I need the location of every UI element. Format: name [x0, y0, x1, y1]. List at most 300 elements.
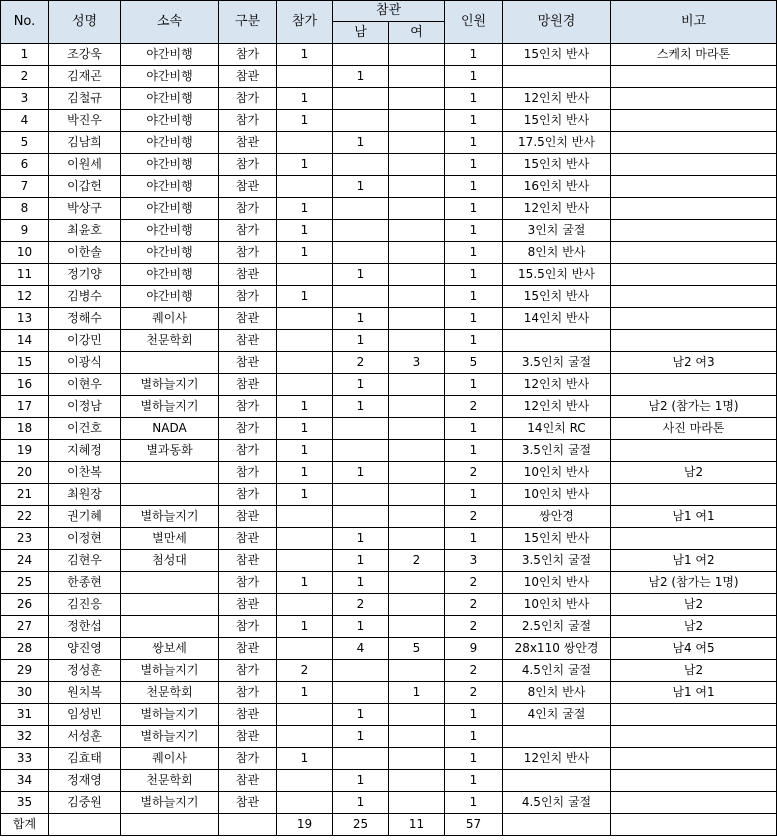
cell-female — [389, 132, 445, 154]
cell-male: 1 — [333, 66, 389, 88]
cell-count: 1 — [445, 704, 503, 726]
cell-name: 조강욱 — [49, 44, 121, 66]
cell-count: 1 — [445, 220, 503, 242]
cell-no: 27 — [1, 616, 49, 638]
cell-type: 참관 — [219, 176, 277, 198]
cell-female — [389, 726, 445, 748]
cell-participate: 1 — [277, 440, 333, 462]
cell-telescope: 4.5인치 굴절 — [503, 660, 611, 682]
cell-no: 18 — [1, 418, 49, 440]
cell-no: 7 — [1, 176, 49, 198]
cell-male — [333, 242, 389, 264]
table-row — [1, 374, 777, 396]
total-empty — [121, 814, 219, 836]
cell-affiliation: 야간비행 — [121, 88, 219, 110]
cell-notes: 남2 (참가는 1명) — [611, 396, 777, 418]
table-row — [1, 616, 777, 638]
cell-type: 참가 — [219, 198, 277, 220]
cell-no: 14 — [1, 330, 49, 352]
cell-female — [389, 66, 445, 88]
cell-affiliation: 야간비행 — [121, 44, 219, 66]
total-empty — [49, 814, 121, 836]
cell-name: 정기양 — [49, 264, 121, 286]
cell-telescope: 10인치 반사 — [503, 594, 611, 616]
total-empty — [219, 814, 277, 836]
cell-type: 참관 — [219, 550, 277, 572]
cell-female — [389, 220, 445, 242]
cell-male — [333, 440, 389, 462]
cell-female — [389, 308, 445, 330]
cell-female — [389, 154, 445, 176]
cell-type: 참관 — [219, 352, 277, 374]
table-row — [1, 418, 777, 440]
cell-count: 5 — [445, 352, 503, 374]
total-row — [1, 814, 777, 836]
cell-count: 1 — [445, 88, 503, 110]
cell-affiliation — [121, 352, 219, 374]
cell-affiliation — [121, 484, 219, 506]
cell-no: 16 — [1, 374, 49, 396]
cell-notes — [611, 484, 777, 506]
cell-name: 임성빈 — [49, 704, 121, 726]
cell-name: 정해수 — [49, 308, 121, 330]
cell-telescope: 쌍안경 — [503, 506, 611, 528]
cell-notes — [611, 176, 777, 198]
cell-telescope: 10인치 반사 — [503, 462, 611, 484]
cell-notes — [611, 748, 777, 770]
cell-male — [333, 44, 389, 66]
cell-female — [389, 374, 445, 396]
cell-no: 9 — [1, 220, 49, 242]
cell-name: 이갑헌 — [49, 176, 121, 198]
cell-affiliation: 별하늘지기 — [121, 374, 219, 396]
cell-participate: 1 — [277, 462, 333, 484]
header-no: No. — [1, 1, 49, 44]
cell-no: 31 — [1, 704, 49, 726]
cell-no: 5 — [1, 132, 49, 154]
cell-type: 참관 — [219, 726, 277, 748]
cell-telescope: 15인치 반사 — [503, 286, 611, 308]
cell-name: 김남희 — [49, 132, 121, 154]
cell-name: 이정남 — [49, 396, 121, 418]
cell-name: 김효태 — [49, 748, 121, 770]
cell-telescope: 3.5인치 굴절 — [503, 440, 611, 462]
total-participate: 19 — [277, 814, 333, 836]
total-male: 25 — [333, 814, 389, 836]
cell-count: 2 — [445, 594, 503, 616]
cell-notes — [611, 220, 777, 242]
cell-affiliation: 천문학회 — [121, 770, 219, 792]
cell-affiliation: 야간비행 — [121, 198, 219, 220]
cell-notes — [611, 704, 777, 726]
cell-affiliation: 야간비행 — [121, 264, 219, 286]
cell-count: 1 — [445, 374, 503, 396]
cell-affiliation — [121, 616, 219, 638]
cell-notes — [611, 792, 777, 814]
cell-telescope: 10인치 반사 — [503, 572, 611, 594]
cell-telescope: 17.5인치 반사 — [503, 132, 611, 154]
cell-no: 30 — [1, 682, 49, 704]
cell-count: 1 — [445, 440, 503, 462]
cell-count: 1 — [445, 528, 503, 550]
cell-participate — [277, 550, 333, 572]
cell-notes — [611, 242, 777, 264]
cell-telescope: 14인치 RC — [503, 418, 611, 440]
cell-affiliation: 쌍보세 — [121, 638, 219, 660]
cell-female — [389, 770, 445, 792]
cell-no: 24 — [1, 550, 49, 572]
cell-telescope: 12인치 반사 — [503, 396, 611, 418]
header-affiliation: 소속 — [121, 1, 219, 44]
cell-type: 참가 — [219, 396, 277, 418]
cell-notes: 남1 여2 — [611, 550, 777, 572]
cell-count: 1 — [445, 132, 503, 154]
cell-male — [333, 506, 389, 528]
cell-participate: 1 — [277, 154, 333, 176]
table-row — [1, 308, 777, 330]
cell-type: 참관 — [219, 132, 277, 154]
cell-type: 참가 — [219, 88, 277, 110]
cell-type: 참가 — [219, 440, 277, 462]
cell-type: 참가 — [219, 242, 277, 264]
cell-participate: 1 — [277, 242, 333, 264]
cell-no: 8 — [1, 198, 49, 220]
cell-female — [389, 88, 445, 110]
table-row — [1, 66, 777, 88]
cell-no: 33 — [1, 748, 49, 770]
cell-affiliation: 별하늘지기 — [121, 726, 219, 748]
cell-female — [389, 704, 445, 726]
cell-female — [389, 396, 445, 418]
cell-type: 참관 — [219, 66, 277, 88]
cell-name: 이원세 — [49, 154, 121, 176]
cell-no: 28 — [1, 638, 49, 660]
cell-female — [389, 462, 445, 484]
cell-notes — [611, 198, 777, 220]
cell-participate: 1 — [277, 418, 333, 440]
cell-telescope: 4.5인치 굴절 — [503, 792, 611, 814]
cell-notes — [611, 528, 777, 550]
cell-notes: 남2 — [611, 660, 777, 682]
cell-count: 1 — [445, 418, 503, 440]
cell-female — [389, 792, 445, 814]
cell-notes: 남2 — [611, 594, 777, 616]
cell-telescope: 3.5인치 굴절 — [503, 352, 611, 374]
cell-affiliation: 별하늘지기 — [121, 506, 219, 528]
cell-affiliation: 야간비행 — [121, 66, 219, 88]
cell-no: 25 — [1, 572, 49, 594]
cell-notes — [611, 308, 777, 330]
cell-affiliation: 별하늘지기 — [121, 704, 219, 726]
cell-male: 1 — [333, 572, 389, 594]
cell-count: 1 — [445, 748, 503, 770]
cell-no: 17 — [1, 396, 49, 418]
cell-count: 2 — [445, 572, 503, 594]
cell-notes: 남1 여1 — [611, 682, 777, 704]
cell-male — [333, 660, 389, 682]
cell-participate — [277, 726, 333, 748]
cell-participate: 1 — [277, 484, 333, 506]
cell-count: 2 — [445, 616, 503, 638]
cell-no: 29 — [1, 660, 49, 682]
cell-name: 이정현 — [49, 528, 121, 550]
cell-name: 정한섭 — [49, 616, 121, 638]
cell-male — [333, 748, 389, 770]
cell-female — [389, 660, 445, 682]
table-row — [1, 330, 777, 352]
cell-participate: 1 — [277, 220, 333, 242]
cell-notes: 남1 여1 — [611, 506, 777, 528]
cell-participate — [277, 594, 333, 616]
table-row — [1, 792, 777, 814]
cell-type: 참관 — [219, 506, 277, 528]
cell-notes — [611, 726, 777, 748]
cell-affiliation: 야간비행 — [121, 154, 219, 176]
cell-no: 32 — [1, 726, 49, 748]
cell-male: 1 — [333, 462, 389, 484]
cell-no: 4 — [1, 110, 49, 132]
cell-name: 양진영 — [49, 638, 121, 660]
table-row — [1, 352, 777, 374]
cell-participate — [277, 506, 333, 528]
table-row — [1, 572, 777, 594]
cell-participate: 1 — [277, 88, 333, 110]
cell-participate: 1 — [277, 748, 333, 770]
cell-affiliation: 야간비행 — [121, 220, 219, 242]
cell-count: 1 — [445, 770, 503, 792]
cell-no: 10 — [1, 242, 49, 264]
cell-affiliation — [121, 572, 219, 594]
header-female: 여 — [389, 22, 445, 44]
cell-male: 1 — [333, 132, 389, 154]
cell-participate — [277, 374, 333, 396]
table-row — [1, 638, 777, 660]
cell-telescope: 8인치 반사 — [503, 242, 611, 264]
cell-name: 김중원 — [49, 792, 121, 814]
cell-count: 1 — [445, 44, 503, 66]
cell-male — [333, 110, 389, 132]
cell-no: 2 — [1, 66, 49, 88]
cell-participate — [277, 770, 333, 792]
cell-affiliation — [121, 594, 219, 616]
cell-no: 6 — [1, 154, 49, 176]
cell-affiliation: 야간비행 — [121, 110, 219, 132]
cell-telescope: 12인치 반사 — [503, 198, 611, 220]
table-row — [1, 110, 777, 132]
cell-affiliation: 퀘이사 — [121, 308, 219, 330]
cell-type: 참관 — [219, 528, 277, 550]
table-row — [1, 198, 777, 220]
cell-count: 2 — [445, 462, 503, 484]
cell-female — [389, 418, 445, 440]
cell-telescope: 12인치 반사 — [503, 374, 611, 396]
cell-count: 1 — [445, 176, 503, 198]
cell-male: 1 — [333, 792, 389, 814]
cell-notes — [611, 66, 777, 88]
cell-type: 참가 — [219, 418, 277, 440]
cell-no: 22 — [1, 506, 49, 528]
table-row — [1, 528, 777, 550]
header-observe: 참관 — [333, 1, 445, 22]
cell-female — [389, 528, 445, 550]
cell-male: 1 — [333, 330, 389, 352]
cell-female: 2 — [389, 550, 445, 572]
cell-telescope: 12인치 반사 — [503, 748, 611, 770]
cell-male — [333, 198, 389, 220]
cell-no: 35 — [1, 792, 49, 814]
cell-male — [333, 682, 389, 704]
cell-type: 참가 — [219, 682, 277, 704]
table-row — [1, 550, 777, 572]
cell-male: 1 — [333, 396, 389, 418]
table-body — [1, 44, 777, 814]
cell-type: 참가 — [219, 220, 277, 242]
total-label: 합계 — [1, 814, 49, 836]
cell-no: 21 — [1, 484, 49, 506]
total-empty — [611, 814, 777, 836]
cell-male: 2 — [333, 594, 389, 616]
cell-type: 참가 — [219, 660, 277, 682]
cell-no: 26 — [1, 594, 49, 616]
cell-name: 이강민 — [49, 330, 121, 352]
cell-type: 참가 — [219, 572, 277, 594]
cell-male — [333, 154, 389, 176]
cell-no: 20 — [1, 462, 49, 484]
cell-female — [389, 594, 445, 616]
cell-type: 참가 — [219, 154, 277, 176]
cell-count: 1 — [445, 66, 503, 88]
cell-name: 이광식 — [49, 352, 121, 374]
cell-notes — [611, 770, 777, 792]
cell-count: 2 — [445, 660, 503, 682]
cell-count: 9 — [445, 638, 503, 660]
cell-telescope: 15인치 반사 — [503, 154, 611, 176]
cell-no: 1 — [1, 44, 49, 66]
table-row — [1, 264, 777, 286]
cell-participate: 1 — [277, 44, 333, 66]
cell-affiliation: 별하늘지기 — [121, 660, 219, 682]
cell-telescope: 4인치 굴절 — [503, 704, 611, 726]
cell-participate — [277, 132, 333, 154]
cell-male: 1 — [333, 374, 389, 396]
table-row — [1, 506, 777, 528]
cell-participate — [277, 528, 333, 550]
cell-male — [333, 220, 389, 242]
table-row — [1, 132, 777, 154]
cell-notes — [611, 132, 777, 154]
cell-male: 2 — [333, 352, 389, 374]
cell-name: 박진우 — [49, 110, 121, 132]
cell-affiliation: 야간비행 — [121, 176, 219, 198]
cell-name: 김철규 — [49, 88, 121, 110]
cell-name: 정성훈 — [49, 660, 121, 682]
cell-telescope: 15인치 반사 — [503, 44, 611, 66]
header-notes: 비고 — [611, 1, 777, 44]
cell-participate — [277, 66, 333, 88]
cell-telescope: 3인치 굴절 — [503, 220, 611, 242]
cell-count: 1 — [445, 154, 503, 176]
cell-type: 참가 — [219, 462, 277, 484]
cell-name: 김진응 — [49, 594, 121, 616]
cell-no: 11 — [1, 264, 49, 286]
cell-notes — [611, 286, 777, 308]
cell-type: 참가 — [219, 44, 277, 66]
cell-no: 12 — [1, 286, 49, 308]
cell-notes: 남2 (참가는 1명) — [611, 572, 777, 594]
cell-female — [389, 286, 445, 308]
cell-name: 이한솔 — [49, 242, 121, 264]
cell-notes: 남2 — [611, 462, 777, 484]
cell-male: 1 — [333, 704, 389, 726]
cell-female — [389, 572, 445, 594]
total-female: 11 — [389, 814, 445, 836]
cell-count: 2 — [445, 682, 503, 704]
cell-telescope: 3.5인치 굴절 — [503, 550, 611, 572]
cell-type: 참관 — [219, 330, 277, 352]
cell-participate: 1 — [277, 682, 333, 704]
cell-participate — [277, 704, 333, 726]
cell-participate: 1 — [277, 616, 333, 638]
cell-telescope: 15인치 반사 — [503, 110, 611, 132]
cell-affiliation: 야간비행 — [121, 242, 219, 264]
cell-female — [389, 198, 445, 220]
cell-notes — [611, 330, 777, 352]
cell-name: 지혜정 — [49, 440, 121, 462]
cell-participate — [277, 176, 333, 198]
cell-participate: 1 — [277, 286, 333, 308]
cell-female — [389, 264, 445, 286]
cell-participate: 1 — [277, 110, 333, 132]
cell-affiliation: NADA — [121, 418, 219, 440]
cell-participate: 1 — [277, 396, 333, 418]
cell-affiliation: 야간비행 — [121, 132, 219, 154]
cell-participate — [277, 792, 333, 814]
cell-male — [333, 88, 389, 110]
cell-affiliation: 별과동화 — [121, 440, 219, 462]
cell-affiliation: 별하늘지기 — [121, 792, 219, 814]
cell-name: 서성훈 — [49, 726, 121, 748]
cell-type: 참가 — [219, 484, 277, 506]
cell-female: 1 — [389, 682, 445, 704]
table-row — [1, 242, 777, 264]
table-row — [1, 462, 777, 484]
cell-count: 1 — [445, 484, 503, 506]
cell-count: 1 — [445, 792, 503, 814]
cell-male: 1 — [333, 770, 389, 792]
cell-notes: 남4 여5 — [611, 638, 777, 660]
cell-no: 19 — [1, 440, 49, 462]
cell-participate — [277, 330, 333, 352]
cell-no: 3 — [1, 88, 49, 110]
cell-affiliation: 첨성대 — [121, 550, 219, 572]
cell-no: 34 — [1, 770, 49, 792]
cell-female — [389, 44, 445, 66]
table-header — [1, 1, 777, 44]
cell-male: 1 — [333, 308, 389, 330]
cell-telescope: 14인치 반사 — [503, 308, 611, 330]
cell-participate — [277, 264, 333, 286]
cell-no: 23 — [1, 528, 49, 550]
cell-notes: 사진 마라톤 — [611, 418, 777, 440]
table-row — [1, 484, 777, 506]
cell-count: 1 — [445, 308, 503, 330]
table-footer — [1, 814, 777, 836]
cell-telescope: 28x110 쌍안경 — [503, 638, 611, 660]
cell-name: 김현우 — [49, 550, 121, 572]
cell-count: 2 — [445, 506, 503, 528]
total-count: 57 — [445, 814, 503, 836]
cell-type: 참관 — [219, 638, 277, 660]
